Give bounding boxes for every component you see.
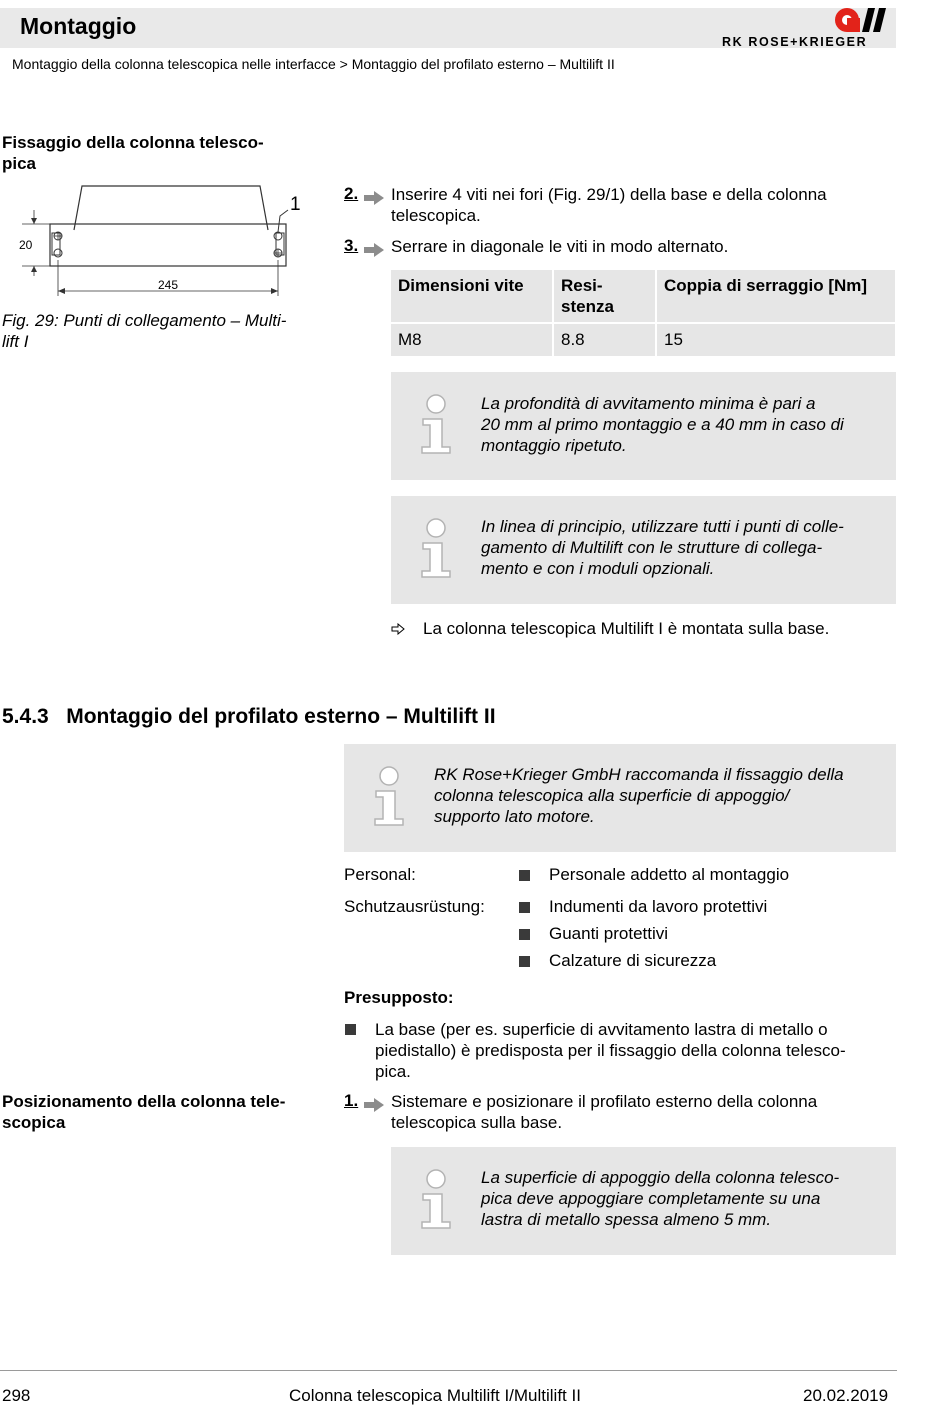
step-arrow-icon (364, 1098, 384, 1112)
info-text: La profondità di avvitamento minima è pari a 20 mm al primo montaggio e a 40 mm in caso di montaggio ripetuto. (481, 394, 844, 455)
breadcrumb: Montaggio della colonna telescopica nelle interfacce > Montaggio del profilato esterno – Multilift II (12, 56, 615, 72)
side-heading-fixing: Fissaggio della colonna telesco- pica (2, 133, 264, 173)
company-logo-text: RK ROSE+KRIEGER (722, 35, 868, 49)
bullet-icon (519, 902, 530, 913)
table-header-cell: Coppia di serraggio [Nm] (657, 270, 895, 322)
bullet-icon (519, 870, 530, 881)
footer-divider (0, 1370, 897, 1371)
step-arrow-icon (364, 191, 384, 205)
info-text: RK Rose+Krieger GmbH raccomanda il fissaggio della colonna telescopica alla superficie di appoggio/ supporto lato motore. (434, 765, 844, 826)
bullet-icon (345, 1024, 356, 1035)
document-title: Colonna telescopica Multilift I/Multilift II (289, 1386, 581, 1405)
result-arrow-icon (391, 623, 405, 635)
figure-dim-height: 20 (19, 238, 33, 252)
table-cell: M8 (391, 324, 552, 356)
list-item: La base (per es. superficie di avvitamento lastra di metallo o piedistallo) è predisposta per il fissaggio della colonna telesco- pica. (375, 1020, 846, 1081)
list-item: Calzature di sicurezza (549, 951, 717, 970)
table-cell: 15 (657, 324, 895, 356)
figure-dim-width: 245 (158, 278, 179, 292)
personal-label: Personal: (344, 865, 416, 884)
table-header-cell: Resi- stenza (554, 270, 655, 322)
list-item: Guanti protettivi (549, 924, 669, 943)
info-icon (371, 765, 407, 827)
step-text: Inserire 4 viti nei fori (Fig. 29/1) della base e della colonna telescopica. (391, 185, 827, 225)
table-header-cell: Dimensioni vite (391, 270, 552, 322)
bullet-icon (519, 956, 530, 967)
company-logo-icon (834, 6, 888, 34)
safety-label: Schutzausrüstung: (344, 897, 485, 916)
info-icon (418, 517, 454, 579)
list-item: Indumenti da lavoro protettivi (549, 897, 768, 916)
step-arrow-icon (364, 243, 384, 257)
document-date: 20.02.2019 (803, 1386, 889, 1405)
info-text: In linea di principio, utilizzare tutti i punti di colle- gamento di Multilift con le strutture di collega- mento e con i moduli opzionali. (481, 517, 844, 578)
table-cell: 8.8 (554, 324, 655, 356)
list-item: Personale addetto al montaggio (549, 865, 790, 884)
page-number: 298 (2, 1386, 31, 1405)
step-text: Sistemare e posizionare il profilato esterno della colonna telescopica sulla base. (391, 1092, 818, 1132)
step-number: 1. (344, 1091, 359, 1110)
info-text: La superficie di appoggio della colonna telesco- pica deve appoggiare completamente su una lastra di metallo spessa almeno 5 mm. (481, 1168, 840, 1229)
step-number: 3. (344, 236, 359, 255)
figure-callout-label: 1 (290, 194, 301, 215)
figure-caption: Fig. 29: Punti di collegamento – Multi- lift I (2, 311, 287, 351)
section-title: 5.4.3 Montaggio del profilato esterno – Multilift II (2, 705, 496, 728)
side-heading-positioning: Posizionamento della colonna tele- scopica (2, 1092, 286, 1132)
result-text: La colonna telescopica Multilift I è montata sulla base. (423, 619, 830, 638)
step-number: 2. (344, 184, 359, 203)
info-icon (418, 393, 454, 455)
prerequisite-label: Presupposto: (344, 988, 454, 1007)
step-text: Serrare in diagonale le viti in modo alternato. (391, 237, 729, 256)
info-icon (418, 1168, 454, 1230)
page-title: Montaggio (20, 13, 137, 39)
bullet-icon (519, 929, 530, 940)
